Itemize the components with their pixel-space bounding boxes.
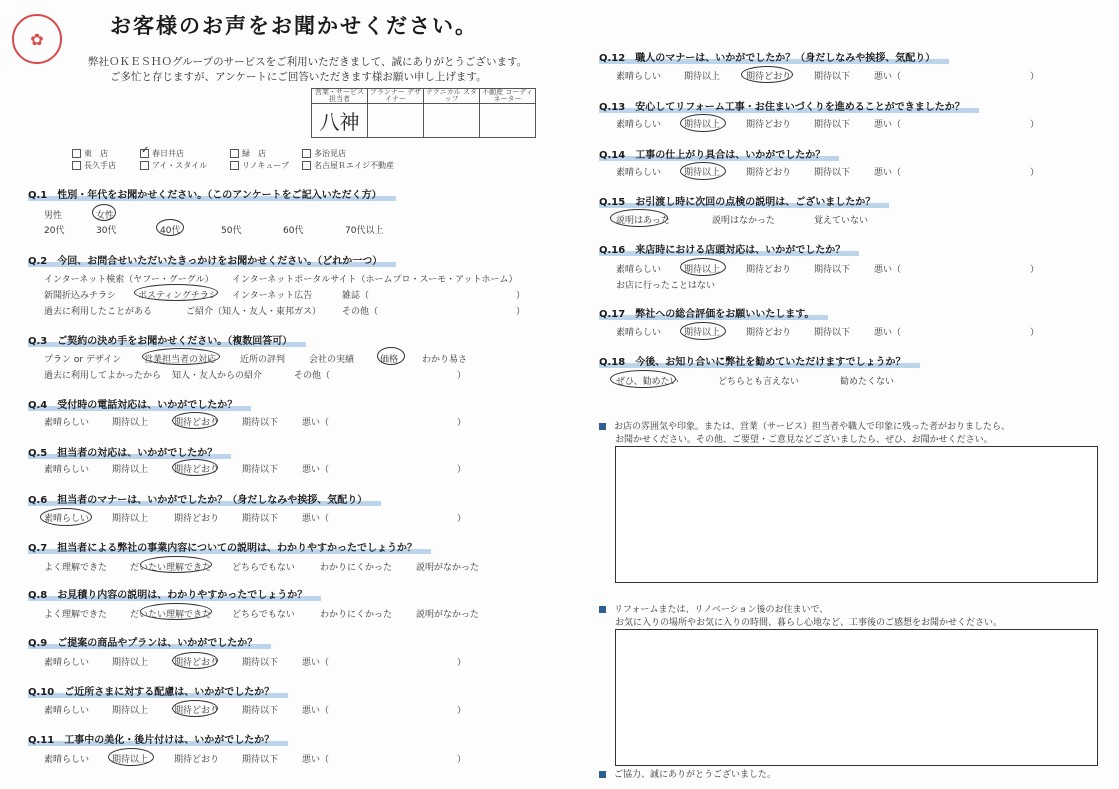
answer-circle-mark (172, 459, 218, 476)
answer-option[interactable]: 期待以上 (112, 465, 149, 475)
checkbox-icon (140, 161, 149, 170)
staff-header: 営業・サービス 担当者 (312, 89, 368, 104)
answer-option[interactable]: 期待どおり (174, 706, 220, 716)
answer-option[interactable]: 知人・友人からの紹介 (172, 371, 263, 381)
staff-value-technical[interactable] (424, 104, 480, 138)
answer-option[interactable]: 期待以下 (242, 465, 279, 475)
square-bullet-icon (599, 771, 606, 778)
answer-option[interactable]: 男性 (44, 211, 63, 221)
answer-option[interactable]: 素晴らしい (44, 465, 90, 475)
answer-option[interactable]: 期待以下 (814, 72, 851, 82)
answer-circle-mark (172, 652, 218, 669)
question-label: Q.5 担当者の対応は、いかがでしたか？ (28, 444, 231, 459)
answer-option[interactable]: 素晴らしい (44, 706, 90, 716)
thanks-text: ご協力、誠にありがとうございました。 (614, 770, 777, 780)
answer-option[interactable]: 期待以上 (684, 265, 721, 275)
answer-option[interactable]: 説明はなかった (712, 216, 776, 226)
store-kasugai[interactable] (140, 145, 184, 159)
comment-prompt-text: お店の雰囲気や印象。または、営業（サービス）担当者や職人で印象に残った者がおりましたら、 (614, 422, 1011, 432)
answer-circle-mark (680, 114, 726, 132)
answer-option[interactable]: 期待以下 (242, 514, 279, 524)
answer-option[interactable]: 期待どおり (746, 168, 792, 178)
answer-option[interactable]: 営業担当者の対応 (144, 355, 217, 365)
answer-option[interactable]: 期待以下 (814, 120, 851, 130)
square-bullet-icon (599, 606, 606, 613)
answer-option[interactable]: 過去に利用してよかったから (44, 371, 162, 381)
store-label: 長久手店 (84, 161, 116, 170)
answer-option[interactable]: 期待以下 (814, 265, 851, 275)
checkbox-icon (302, 149, 311, 158)
comment-box-1[interactable] (615, 446, 1098, 583)
checkbox-icon (72, 161, 81, 170)
answer-circle-mark (140, 556, 212, 573)
question-label: Q.16 来店時における店頭対応は、いかがでしたか？ (599, 241, 859, 256)
answer-option[interactable]: 悪い（ (874, 265, 902, 275)
answer-option[interactable]: 雑誌（ (342, 291, 370, 301)
question-label: Q.14 工事の仕上がり具合は、いかがでしたか？ (599, 146, 839, 161)
answer-option[interactable]: 悪い（ (302, 514, 330, 524)
checkbox-icon (72, 149, 81, 158)
answer-circle-mark (134, 284, 218, 301)
thanks-line (599, 767, 776, 780)
answer-option[interactable]: 悪い（ (302, 706, 330, 716)
answer-circle-mark (680, 322, 726, 340)
answer-option[interactable]: どちらでもない (232, 610, 295, 620)
question-label: Q.8 お見積り内容の説明は、わかりやすかったでしょうか？ (28, 586, 321, 601)
staff-value-realestate[interactable] (480, 104, 536, 138)
answer-circle-mark (92, 204, 116, 221)
answer-option[interactable]: 悪い（ (302, 465, 330, 475)
answer-option[interactable]: 悪い（ (874, 72, 902, 82)
answer-option[interactable]: ぜひ、勧めたい (616, 377, 679, 387)
page-title: お客様のお声をお聞かせください。 (110, 14, 478, 38)
answer-option[interactable]: 素晴らしい (616, 72, 662, 82)
close-paren: ） (457, 514, 467, 524)
answer-option[interactable]: お店に行ったことはない (616, 281, 716, 291)
staff-header: テクニカル スタッフ (424, 89, 480, 104)
comment-prompt-1 (599, 419, 1010, 432)
answer-option[interactable]: 60代 (283, 226, 304, 236)
checkbox-checked-icon: ✓ (141, 145, 150, 156)
answer-option[interactable]: 説明はあった (616, 216, 670, 226)
close-paren: ） (1030, 168, 1040, 178)
question-label: Q.1 性別・年代をお聞かせください。（このアンケートをご記入いただく方） (28, 186, 396, 201)
question-label: Q.13 安心してリフォーム工事・お住まいづくりを進めることができましたか？ (599, 98, 979, 113)
answer-circle-mark (172, 412, 218, 429)
close-paren: ） (457, 418, 467, 428)
answer-option[interactable]: 素晴らしい (616, 328, 662, 338)
answer-option[interactable]: 期待以上 (112, 658, 149, 668)
answer-option[interactable]: どちらでもない (232, 563, 295, 573)
answer-option[interactable]: 期待以下 (242, 658, 279, 668)
answer-option[interactable]: 50代 (221, 226, 242, 236)
comment-box-2[interactable] (615, 629, 1098, 766)
comment-prompt-2 (599, 602, 828, 615)
comment-prompt-1b: お聞かせください。その他、ご要望・ご意見などございましたら、ぜひ、お聞かせください。 (615, 435, 993, 445)
answer-option[interactable]: 期待どおり (174, 658, 220, 668)
close-paren: ） (1030, 120, 1040, 130)
question-label: Q.12 職人のマナーは、いかがでしたか？（身だしなみや挨拶、気配り） (599, 49, 949, 64)
answer-option[interactable]: 期待以上 (684, 72, 721, 82)
answer-circle-mark (108, 748, 154, 766)
answer-option[interactable]: 素晴らしい (44, 658, 90, 668)
store-east[interactable] (72, 148, 108, 159)
close-paren: ） (457, 465, 467, 475)
answer-option[interactable]: 覚えていない (814, 216, 869, 226)
answer-circle-mark (156, 219, 184, 236)
answer-option[interactable]: 期待どおり (746, 120, 792, 130)
answer-circle-mark (40, 508, 92, 526)
answer-option[interactable]: 説明がなかった (416, 563, 480, 573)
answer-option[interactable]: 悪い（ (874, 168, 902, 178)
answer-option[interactable]: 期待以下 (814, 168, 851, 178)
answer-option[interactable]: インターネットポータルサイト（ホームプロ・スーモ・アットホーム） (232, 275, 518, 285)
answer-option[interactable]: 30代 (96, 226, 117, 236)
answer-option[interactable]: 説明がなかった (416, 610, 480, 620)
answer-option[interactable]: 期待以下 (242, 706, 279, 716)
answer-option[interactable]: よく理解できた (44, 610, 108, 620)
answer-option[interactable]: 近所の評判 (240, 355, 286, 365)
close-paren: ） (1030, 328, 1040, 338)
question-label: Q.11 工事中の美化・後片付けは、いかがでしたか？ (28, 731, 288, 746)
answer-option[interactable]: 過去に利用したことがある (44, 307, 153, 317)
store-midori[interactable] (230, 148, 266, 159)
checkbox-icon (302, 161, 311, 170)
answer-option[interactable]: ご紹介（知人・友人・東邦ガス） (186, 307, 322, 317)
staff-header: プランナー デザイナー (368, 89, 424, 104)
store-label: 名古屋Ｒエイジ不動産 (314, 161, 394, 170)
answer-option[interactable]: その他（ (294, 371, 331, 381)
answer-option[interactable]: インターネット広告 (232, 291, 313, 301)
answer-option[interactable]: 悪い（ (302, 418, 330, 428)
answer-option[interactable]: 悪い（ (302, 658, 330, 668)
answer-option[interactable]: 会社の実績 (309, 355, 355, 365)
answer-option[interactable]: 悪い（ (874, 120, 902, 130)
answer-option[interactable]: 期待以上 (112, 514, 149, 524)
answer-option[interactable]: 素晴らしい (616, 265, 662, 275)
store-nagoya-r-age[interactable] (302, 160, 394, 171)
answer-option[interactable]: 素晴らしい (44, 755, 90, 765)
answer-option[interactable]: 期待以上 (112, 755, 149, 765)
answer-option[interactable]: 40代 (160, 226, 181, 236)
answer-option[interactable]: 期待どおり (746, 265, 792, 275)
close-paren: ） (457, 755, 467, 765)
answer-option[interactable]: プラン or デザイン (44, 355, 122, 365)
staff-header: 不動産 コーディネーター (480, 89, 536, 104)
checkbox-icon (230, 161, 239, 170)
answer-option[interactable]: 期待以上 (112, 706, 149, 716)
checkbox-icon (230, 149, 239, 158)
answer-option[interactable]: 勧めたくない (840, 377, 895, 387)
question-label: Q.3 ご契約の決め手をお聞かせください。（複数回答可） (28, 332, 306, 347)
store-label: リノキューブ (242, 161, 289, 170)
answer-option[interactable]: 女性 (96, 211, 115, 221)
store-label: 多治見店 (314, 149, 346, 158)
answer-option[interactable]: 期待以下 (242, 755, 279, 765)
answer-option[interactable]: 素晴らしい (616, 168, 662, 178)
answer-option[interactable]: 期待どおり (174, 514, 220, 524)
answer-option[interactable]: わかり易さ (422, 355, 468, 365)
answer-option[interactable]: 悪い（ (302, 755, 330, 765)
square-bullet-icon (599, 423, 606, 430)
answer-option[interactable]: 期待どおり (746, 328, 792, 338)
answer-option[interactable]: 期待以下 (242, 418, 279, 428)
staff-table (311, 88, 536, 138)
question-label: Q.9 ご提案の商品やプランは、いかがでしたか？ (28, 634, 271, 649)
answer-circle-mark (741, 66, 793, 83)
staff-value-planner[interactable] (368, 104, 424, 138)
store-label: 東 店 (84, 149, 108, 158)
stamp-seal: ✿ (12, 14, 62, 64)
answer-option: ） (457, 371, 467, 381)
answer-option[interactable]: 70代以上 (345, 226, 384, 236)
answer-option[interactable]: 20代 (44, 226, 65, 236)
question-label: Q.7 担当者による弊社の事業内容についての説明は、わかりやすかったでしょうか？ (28, 539, 431, 554)
answer-option: ） (516, 307, 526, 317)
answer-circle-mark (680, 258, 726, 276)
question-label: Q.10 ご近所さまに対する配慮は、いかがでしたか？ (28, 683, 288, 698)
store-renocube[interactable] (230, 160, 289, 171)
intro-line-1: 弊社ＯＫＥＳＨＯグループのサービスをご利用いただきまして、誠にありがとうございます。 (88, 56, 528, 68)
answer-circle-mark (140, 603, 212, 620)
answer-option[interactable]: わかりにくかった (320, 610, 393, 620)
question-label: Q.15 お引渡し時に次回の点検の説明は、ございましたか？ (599, 193, 889, 208)
store-tajimi[interactable] (302, 148, 346, 159)
intro-line-2: ご多忙と存じますが、アンケートにご回答いただきます様お願い申し上げます。 (110, 71, 487, 83)
answer-circle-mark (680, 162, 726, 180)
answer-option[interactable]: 素晴らしい (44, 514, 90, 524)
answer-option[interactable]: 素晴らしい (616, 120, 662, 130)
store-label: 緑 店 (242, 149, 266, 158)
answer-circle-mark (377, 347, 405, 365)
close-paren: ） (1030, 265, 1040, 275)
store-nagakute[interactable] (72, 160, 116, 171)
question-label: Q.17 弊社への総合評価をお願いいたします。 (599, 305, 828, 320)
answer-circle-mark (610, 370, 676, 388)
answer-option[interactable]: 悪い（ (874, 328, 902, 338)
store-istyle[interactable] (140, 160, 207, 171)
answer-option[interactable]: その他（ (342, 307, 379, 317)
answer-option[interactable]: だいたい理解できた (130, 610, 212, 620)
answer-option[interactable]: 期待どおり (174, 755, 220, 765)
answer-option[interactable]: インターネット検索（ヤフー・グーグル） (44, 275, 214, 285)
comment-prompt-2b: お気に入りの場所やお気に入りの時間、暮らし心地など、工事後のご感想をお聞かせください。 (615, 618, 1003, 628)
answer-option[interactable]: 新聞折込みチラシ (44, 291, 117, 301)
answer-option[interactable]: 価格 (380, 355, 399, 365)
answer-option[interactable]: 期待以上 (684, 120, 721, 130)
answer-option[interactable]: 素晴らしい (44, 418, 90, 428)
answer-option[interactable]: ポスティングチラシ (138, 291, 218, 301)
answer-option[interactable]: 期待以上 (112, 418, 149, 428)
store-label: アイ・スタイル (152, 161, 208, 170)
close-paren: ） (1030, 72, 1040, 82)
answer-option[interactable]: どちらとも言えない (718, 377, 800, 387)
answer-option[interactable]: 期待以上 (684, 168, 721, 178)
question-label: Q.6 担当者のマナーは、いかがでしたか？（身だしなみや挨拶、気配り） (28, 491, 381, 506)
question-label: Q.18 今後、お知り合いに弊社を勧めていただけますでしょうか？ (599, 353, 920, 368)
question-label: Q.4 受付時の電話対応は、いかがでしたか？ (28, 396, 251, 411)
close-paren: ） (457, 706, 467, 716)
answer-circle-mark (610, 209, 668, 227)
answer-option[interactable]: だいたい理解できた (130, 563, 212, 573)
store-label: 春日井店 (152, 149, 184, 158)
answer-option[interactable]: 期待どおり (174, 418, 220, 428)
answer-option[interactable]: 期待どおり (746, 72, 792, 82)
answer-option: ） (516, 291, 526, 301)
answer-option[interactable]: よく理解できた (44, 563, 108, 573)
answer-circle-mark (142, 348, 220, 365)
staff-value-sales[interactable]: 八神 (312, 104, 368, 138)
answer-option[interactable]: 期待以上 (684, 328, 721, 338)
answer-option[interactable]: わかりにくかった (320, 563, 393, 573)
answer-option[interactable]: 期待以下 (814, 328, 851, 338)
answer-option[interactable]: 期待どおり (174, 465, 220, 475)
close-paren: ） (457, 658, 467, 668)
question-label: Q.2 今回、お問合せいただいたきっかけをお聞かせください。（どれか一つ） (28, 252, 396, 267)
answer-circle-mark (172, 700, 218, 717)
comment-prompt-text: リフォームまたは、リノベーション後のお住まいで、 (614, 605, 829, 615)
